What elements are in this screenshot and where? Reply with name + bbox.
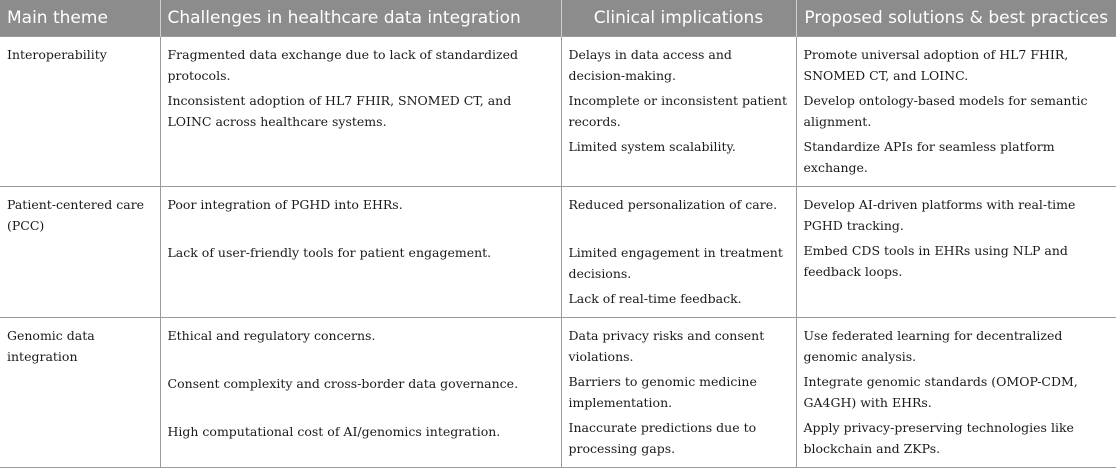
challenge-item: High computational cost of AI/genomics integration. bbox=[167, 423, 501, 439]
theme-cell bbox=[0, 317, 160, 467]
implications-cell bbox=[561, 36, 796, 186]
solution-item: Develop AI-driven platforms with real-time PGHD tracking. bbox=[803, 196, 1076, 233]
solution-item: Standardize APIs for seamless platform exchange. bbox=[803, 138, 1055, 175]
solutions-cell bbox=[796, 186, 1116, 317]
header-main-theme: Main theme bbox=[0, 0, 160, 36]
challenges-cell bbox=[160, 186, 561, 317]
spacer bbox=[168, 398, 554, 421]
solution-item: Apply privacy-preserving technologies like blockchain and ZKPs. bbox=[803, 419, 1074, 456]
theme-cell bbox=[0, 36, 160, 186]
implication-item: Barriers to genomic medicine implementation. bbox=[568, 373, 757, 410]
implication-item: Incomplete or inconsistent patient records. bbox=[568, 92, 787, 129]
implication-item: Reduced personalization of care. bbox=[568, 196, 778, 212]
implications-cell bbox=[561, 317, 796, 467]
header-clinical-implications: Clinical implications bbox=[561, 0, 796, 36]
challenge-item: Ethical and regulatory concerns. bbox=[167, 327, 376, 343]
implications-cell bbox=[561, 186, 796, 317]
spacer bbox=[168, 350, 554, 373]
solution-item: Embed CDS tools in EHRs using NLP and feedback loops. bbox=[803, 242, 1068, 279]
implication-item: Delays in data access and decision-making. bbox=[568, 46, 732, 83]
challenge-item: Fragmented data exchange due to lack of standardized protocols. bbox=[167, 46, 519, 83]
solution-item: Develop ontology-based models for semantic alignment. bbox=[803, 92, 1088, 129]
challenge-item: Poor integration of PGHD into EHRs. bbox=[167, 196, 403, 212]
spacer bbox=[569, 219, 789, 242]
theme-label: Interoperability bbox=[7, 46, 107, 62]
challenge-item: Consent complexity and cross-border data governance. bbox=[167, 375, 519, 391]
spacer bbox=[168, 219, 554, 242]
header-challenges: Challenges in healthcare data integration bbox=[160, 0, 561, 36]
implication-item: Lack of real-time feedback. bbox=[568, 290, 742, 306]
theme-cell bbox=[0, 186, 160, 317]
table-row-interoperability bbox=[0, 36, 1116, 186]
challenge-item: Inconsistent adoption of HL7 FHIR, SNOMED CT, and LOINC across healthcare systems. bbox=[167, 92, 512, 129]
header-solutions: Proposed solutions & best practices bbox=[796, 0, 1116, 36]
solutions-cell bbox=[796, 36, 1116, 186]
solution-item: Integrate genomic standards (OMOP-CDM, GA4GH) with EHRs. bbox=[803, 373, 1078, 410]
theme-label: Genomic data integration bbox=[7, 327, 95, 364]
solutions-cell bbox=[796, 317, 1116, 467]
challenge-item: Lack of user-friendly tools for patient engagement. bbox=[167, 244, 492, 260]
theme-label: Patient-centered care (PCC) bbox=[7, 196, 145, 233]
implication-item: Inaccurate predictions due to processing gaps. bbox=[568, 419, 757, 456]
header-row bbox=[0, 0, 1116, 36]
table-row-patient-centered-care bbox=[0, 186, 1116, 317]
implication-item: Limited system scalability. bbox=[568, 138, 736, 154]
table-row-genomic-data-integration bbox=[0, 317, 1116, 467]
challenges-cell bbox=[160, 317, 561, 467]
solution-item: Use federated learning for decentralized genomic analysis. bbox=[803, 327, 1063, 364]
solution-item: Promote universal adoption of HL7 FHIR, SNOMED CT, and LOINC. bbox=[803, 46, 1069, 83]
challenges-cell bbox=[160, 36, 561, 186]
implication-item: Data privacy risks and consent violations. bbox=[568, 327, 765, 364]
implication-item: Limited engagement in treatment decisions. bbox=[568, 244, 783, 281]
